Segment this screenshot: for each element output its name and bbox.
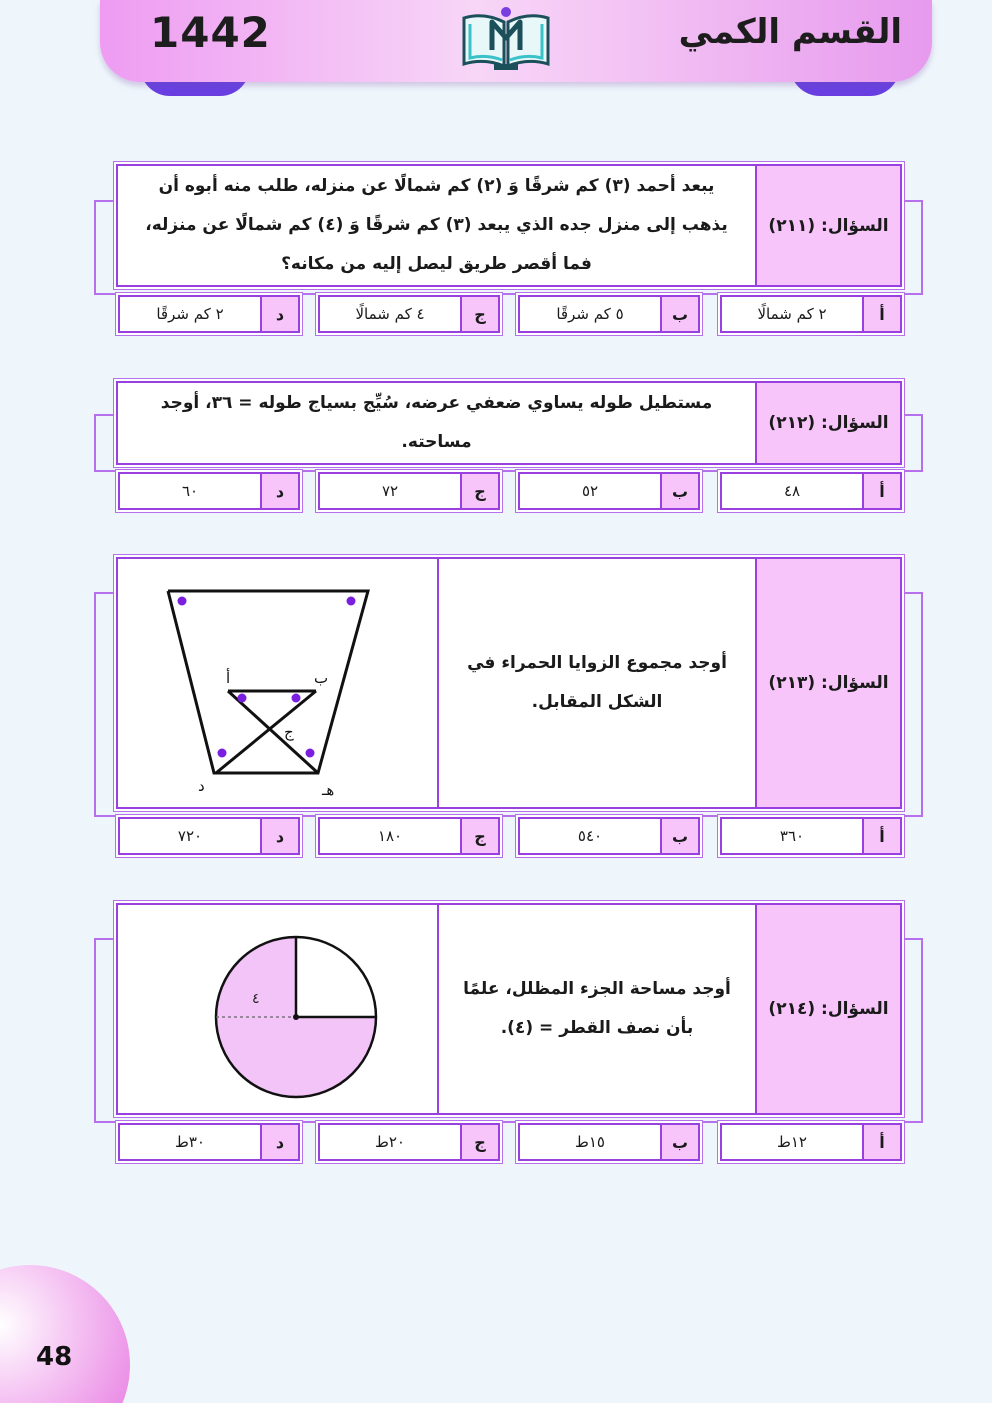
circle-shaded-figure [196, 911, 396, 1111]
question-214-text [439, 905, 755, 1113]
question-213-box [116, 557, 902, 809]
option-value: ٣٦٠ [779, 827, 805, 845]
option-value: ٣٠ط [175, 1133, 205, 1151]
question-214-line-2: بأن نصف القطر = (٤). [500, 1018, 694, 1038]
radius-label: ٤ [252, 991, 260, 1007]
question-213-option-b[interactable] [518, 817, 700, 855]
question-211-option-b[interactable] [518, 295, 700, 333]
option-value: ٤٨ [783, 482, 801, 500]
question-214-figure-cell [118, 905, 439, 1113]
option-value: ٤ كم شمالًا [355, 305, 425, 323]
option-letter: أ [862, 1125, 900, 1159]
book-logo-icon [460, 4, 552, 72]
question-212-option-b[interactable] [518, 472, 700, 510]
question-214-label: السؤال: (٢١٤) [755, 905, 900, 1113]
angle-dot [218, 749, 227, 758]
option-letter: أ [862, 297, 900, 331]
question-212-option-c[interactable] [318, 472, 500, 510]
question-212-box [116, 381, 902, 465]
option-value: ٥٢ [581, 482, 599, 500]
question-212-option-a[interactable] [720, 472, 902, 510]
option-letter: د [260, 297, 298, 331]
angle-dot [306, 749, 315, 758]
question-211-line-1: يبعد أحمد (٣) كم شرقًا وَ (٢) كم شمالًا عن منزله، طلب منه أبوه أن [158, 176, 715, 196]
section-title: القسم الكمي [678, 12, 902, 52]
question-213-option-c[interactable] [318, 817, 500, 855]
option-letter: ج [460, 474, 498, 508]
question-212-label: السؤال: (٢١٢) [755, 383, 900, 463]
question-211-option-a[interactable] [720, 295, 902, 333]
option-letter: ب [660, 297, 698, 331]
question-211-line-2: يذهب إلى منزل جده الذي يبعد (٣) كم شرقًا وَ (٤) كم شمالًا عن منزله، [145, 215, 728, 235]
question-213-text [439, 559, 755, 807]
question-214-option-d[interactable] [118, 1123, 300, 1161]
question-212-option-d[interactable] [118, 472, 300, 510]
option-letter: ب [660, 819, 698, 853]
label-h: هـ [322, 781, 335, 799]
trapezoid-angles-figure [136, 559, 436, 807]
question-212-line-1: مستطيل طوله يساوي ضعفي عرضه، سُيِّج بسياج طوله = ٣٦، أوجد [160, 393, 713, 413]
question-213-option-a[interactable] [720, 817, 902, 855]
angle-dot [178, 597, 187, 606]
question-213-line-1: أوجد مجموع الزوايا الحمراء في [467, 653, 727, 673]
question-211-option-d[interactable] [118, 295, 300, 333]
option-value: ٦٠ [181, 482, 199, 500]
option-letter: أ [862, 819, 900, 853]
question-211-option-c[interactable] [318, 295, 500, 333]
label-j: ج [284, 723, 294, 741]
page-number: 48 [36, 1342, 73, 1372]
question-211-text [118, 166, 755, 285]
question-211-line-3: فما أقصر طريق ليصل إليه من مكانه؟ [281, 254, 592, 274]
option-value: ٧٢٠ [177, 827, 203, 845]
question-211-label: السؤال: (٢١١) [755, 166, 900, 285]
option-letter: ب [660, 1125, 698, 1159]
option-value: ٧٢ [381, 482, 399, 500]
option-letter: أ [862, 474, 900, 508]
option-letter: ب [660, 474, 698, 508]
question-214-line-1: أوجد مساحة الجزء المظلل، علمًا [463, 979, 731, 999]
option-letter: د [260, 819, 298, 853]
option-value: ١٥ط [575, 1133, 605, 1151]
option-value: ١٢ط [777, 1133, 807, 1151]
question-212-line-2: مساحته. [401, 432, 472, 452]
question-214-box [116, 903, 902, 1115]
question-214-option-b[interactable] [518, 1123, 700, 1161]
option-letter: ج [460, 1125, 498, 1159]
option-letter: ج [460, 297, 498, 331]
option-value: ٥ كم شرقًا [556, 305, 624, 323]
option-value: ٢ كم شرقًا [156, 305, 224, 323]
label-a: أ [226, 669, 231, 687]
option-letter: د [260, 1125, 298, 1159]
option-value: ٢٠ط [375, 1133, 405, 1151]
question-214-option-c[interactable] [318, 1123, 500, 1161]
angle-dot [347, 597, 356, 606]
year-title: 1442 [150, 8, 271, 57]
question-212-text [118, 383, 755, 463]
option-value: ٥٤٠ [577, 827, 603, 845]
option-value: ١٨٠ [377, 827, 403, 845]
label-d: د [198, 777, 205, 795]
corner-decoration [0, 1265, 130, 1403]
question-213-option-d[interactable] [118, 817, 300, 855]
question-213-label: السؤال: (٢١٣) [755, 559, 900, 807]
question-214-option-a[interactable] [720, 1123, 902, 1161]
label-b: ب [314, 669, 329, 687]
question-213-figure-cell [118, 559, 439, 807]
option-letter: د [260, 474, 298, 508]
question-211-box [116, 164, 902, 287]
angle-dot [292, 694, 301, 703]
option-letter: ج [460, 819, 498, 853]
angle-dot [238, 694, 247, 703]
option-value: ٢ كم شمالًا [757, 305, 827, 323]
question-213-line-2: الشكل المقابل. [531, 692, 663, 712]
